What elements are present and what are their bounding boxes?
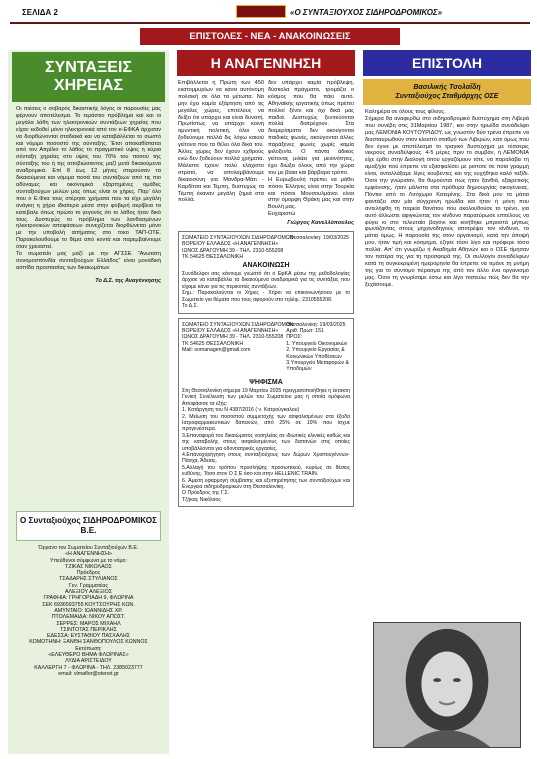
article-body: Οι πιέσεις ο σοβαρός δικαστικής λόγος οι παρουσίες μας φέρνουν αποτέλεσμα. Το τεράστιο πρόβλημα και και οι μεγάλα λάθη των ηλεκτρονικών συντάξεων χηρείας που είχαν εκδοθεί μόνο ηλεκτρονικά από τον e-ΕΦΚΑ άρχισαν να διορθώνονται σταδιακά και να καταβάλλεται το σωστό και νόμιμο ποσοστό της σύνταξης. Έτσι αποκαθίσταται από τον Απρίλιο το λάθος το πραγματικό ύψος η κύρια σύνταξη χηρείας στο ύψος του 70% του ποσού της σύνταξης του ή της αποβιώσαντος μαζί μετά δικαιούμενα αναδρομικά. Επί 8 έως 12 μήνες στερούσαν τα δικαιούμενα και νόμιμα ποσά του συντάξεων από τις πιο αδύναμες και οικονομικά εξαρτημένες ομάδες συνταξιούχων μελών μας όπως είναι οι χήρες. Παρ' όλο που ο Ε.Φκα τους στέρησε χρήματα που τα είχε μεγάλη ανάγκη η χήρα ιδιαίτερα μέσα στην φοβερή ακρίβεια τα κατέβαλε όπως πρώτο το γεγονός ότι το λάθος ήταν δικό τους. Δυστυχώς το πρόβλημα των λανθασμένων ηλεκτρονικών αποφάσεων συνεχίζεται διορθώνεται μόνο με την υποβολή αιτήματος στο τοκο ΤΑΠ-ΟΤΕ. Παρακολουθούμε το θέμα από κοντά και παρεμβαίνουμε όταν χρειαστεί. Το σωματείο μας μαζί με την ΑΓΣΣΕ "Ανωτατη συνομοσπονδία συνταξιούχων Ελλάδος" είναι μοναδική ασπίδα προστασίας των δικαιωμάτων — [16, 106, 161, 271]
announcement-title: ΑΝΑΚΟΙΝΩΣΗ — [242, 261, 290, 269]
portrait-photo-image — [374, 623, 520, 747]
announcement-date: Θεσσαλονίκη: 19/03/2025 — [289, 235, 349, 242]
resolution-header: ΣΩΜΑΤΕΙΟ ΣΥΝΤΑΞΙΟΥΧΩΝ ΣΙΔΗΡΟΔΡΟΜΩΝ ΒΟΡΕΙΟΥ ΕΛΛΑΔΟΣ «Η ΑΝΑΓΕΝΝΗΣΗ» ΙΩΝΟΣ ΔΡΑΓΟΥΜΗ 39 - ΤΗΛ. 2310-555208 ΤΚ 54625 ΘΕΣΣΑΛΟΝΙΚΗ Mail: somanagen@gmail.com — [182, 321, 294, 354]
newspaper-title: «Ο ΣΥΝΤΑΞΙΟΥΧΟΣ ΣΙΔΗΡΟΔΡΟΜΙΚΟΣ» — [290, 8, 443, 17]
resolution-recipients: Θεσσαλονίκη: 19/03/2025 Αριθ. Πρωτ: 151 ΠΡΟΣ: 1. Υπουργείο Οικονομικών 2. Υπουργείο Εργασίας & Κοινωνικών Υποθέσεων 3.Υπουργείο Μεταφορών & Υποδομών — [286, 321, 349, 373]
imprint-body: Όργανο του Σωματείου Συνταξιούχων Β.Ε. «Η ΑΝΑΓΕΝΝΗΣΗ» Υπεύθυνοι σύμφωνα με το νόμο: ΤΖΙΚΑΣ ΝΙΚΟΛΑΟΣ Πρόεδρος ΤΣΑΔΑΡΗΣ ΣΤΥΛΙΑΝΟΣ Γεν. Γραμματέας ΑΛΕΞΙΟΥ ΑΛΕΞΙΟΣ ΓΡΑΦΗΙΑ: ΓΡΗΓΟΡΙΑΔΗ 9, ΦΛΩΡΙΝΑ ΣΕΚ 6936593755 ΚΟΥΤΣΟΥΡΗΣ ΚΩΝ. ΑΜΥΝΤΑΙΟ: ΙΩΑΝΝΙΔΗΣ ΧΡ. ΠΤΟΛΕΜΑΙΔΑ: ΝΙΚΟΥ ΑΠΟΣΤ. ΣΕΡΡΕΣ: ΜΑΡΟΣ ΜΙΧΑΗΛ ΤΣΙΝΤΟΤΑΣ ΠΕΡΙΚΛΗΣ ΕΔΕΣΣΑ: ΕΥΣΤΑΘΙΟΥ ΠΑΣΧΑΛΗΣ ΚΟΜΟΤΗΝΗ: ΞΑΝΘΗ ΣΑΝΘΟΠΟΥΛΟΣ ΚΩΝΝΟΣ Εκτύπωση: «ΕΛΕΥΘΕΡΟ ΒΗΜΑ ΦΛΩΡΙΝΑΣ» ΛΥΔΙΑ ΑΡΙΣΤΕΙΔΟΥ ΚΑΛΛΕΡΓΗ 7 - ΦΛΩΡΙΝΑ - ΤΗΛ. 2385023777 email: vlmaflor@otenet.gr — [29, 545, 148, 677]
column-text — [175, 76, 357, 227]
anagennisi-column — [175, 50, 357, 755]
resolution-title: ΨΗΦΙΣΜΑ — [249, 378, 283, 386]
portrait-photo — [373, 622, 521, 748]
article-signature: Το Δ.Σ. της Αναγέννησης — [95, 277, 161, 284]
imprint-box — [8, 505, 169, 754]
letter-author: Βασιλικής Τσολαΐδη Συνταξιούχος Σταθμάρχης ΟΣΕ — [363, 79, 531, 105]
column-text-2 — [268, 80, 354, 227]
column-text-2-body: δεν υπάρχει καμία πρόβλεψη, δύσκολα πράγματα, τρομάζει ο κόσμος που θα πάει αυτό. Αθηναϊκής εργατικής όπως πρέπει πολλοί ξένοι και όχι δικά μας παιδιά. Δυστυχώς ξενιτεύονται πολλά διατρέχουν. Στα διαμερίσματα δεν ακούγονται παιδικές φωνές, ακούγονται άλλες παράξενες φωνές χωρίς καμία φιλοξενία. Ο πάντα άδικος γείτονας μιλάει για μειονότητες, έχει διώξει όλους από την χώρα του με βίαια και βάρβαρα τρόπο. Η Ευρωβουλή πρέπει να μάθει πόσοι Έλληνες είναι στην Τουρκία και πόσοι Μουσουλμάνοι είναι στην όμορφη Θράκη μας και στην Βουλή μας. Ευχαριστώ — [268, 80, 354, 218]
column-signature: Γιώργος Κανελλόπουλος — [287, 220, 354, 227]
imprint-title: Ο Συνταξιούχος ΣΙΔΗΡΟΔΡΟΜΙΚΟΣ Β.Ε. — [16, 511, 161, 541]
section-banner: ΕΠΙΣΤΟΛΕΣ - ΝΕΑ - ΑΝΑΚΟΙΝΩΣΕΙΣ — [140, 28, 400, 45]
announcement-header: ΣΩΜΑΤΕΙΟ ΣΥΝΤΑΞΙΟΥΧΩΝ ΣΙΔΗΡΟΔΡΟΜΩΝ ΒΟΡΕΙΟΥ ΕΛΛΑΔΟΣ «Η ΑΝΑΓΕΝΝΗΣΗ» ΙΩΝΟΣ ΔΡΑΓΟΥΜΗ 39 - ΤΗΛ. 2310-555208 ΤΚ 54625 ΘΕΣΣΑΛΟΝΙΚΗ — [182, 235, 294, 261]
column-title: Η ΑΝΑΓΕΝΝΗΣΗ — [177, 50, 355, 76]
article-title: ΣΥΝΤΑΞΕΙΣ ΧΗΡΕΙΑΣ — [12, 52, 165, 102]
masthead-logo — [236, 5, 286, 18]
announcement-box — [178, 231, 354, 313]
letter-body: Καλημέρα σε όλους τους φίλους. Σήμερα θα αναφερθώ στο σιδηροδρομικό δυστύχημα στη Λιβερά που συνέβη στις 31Μαρτίου 1987, και στην ηρωίδα συνάδελφο μας ΛΕΜΟΝΙΑ ΚΟΥΤΟΥΡΙΔΟΥ, ως γνωστόν δύο τρένα έπρεπε να διασταυρωθούν στον κλειστό σταθμό των Λιβερών, κάτι όμως που δεν έγινε με αποτέλεσμα το τραγικό δυστύχημα με τέσσερις νεκρούς συναδέλφους. 4-5 μέρες πριν το συμβάν, ή ΛΕΜΟΝΙΑ είχε έρθει στην Διαλογή όπου εργαζόμουν τότε, να παραλάβει τη αμαξ/χία πού έπρεπε να εξασφαλίσει με ριστοτε σε ποια γραμμή είναι, ανταλλάξαμε λίγες κουβέντες και της ευχήθηκα καλό ταξίδι. Όσοι την γνώρισαν, θα θυμούνται πώς ήταν ξανθιά, εξαιρετικής εμφάνισης, ήταν μάλιστα στα πρόθυρα δημιουργίας οικογένειας. Πόντια από το Λιτόχωρο Κατερίνης. Στα δικά μου τα μάτια φαντάζει σαν μία σύγχρονη ηρωίδα και ήταν ή μόνη που αντελήφθη τη παρεία θανάτου που ακολουθούσε το τρένο, για αυτό άλλωστε αφιγκώντας τον κίνδυνο παρατύρωσε επιτέλους να φύγει κι στο τελευταίο βαγόνι και κινήθηκε μπροστά μήπως φωνάζοντας στους μηχανοδηγούς αποτρέψει τον κίνδυνο, τα μάτια όμως. Η παρουσία της στον οργανισμό, κατά την άποψή μου, ήταν τιμή και κόσμημα, έζησε τόσο λίγο και πρόφερε τόσα πολλά. Απ' ότι γνωρίζω ή Ακαδημία Αθηνών και ο ΟΣΕ τίμησαν τον πατέρα της για τη προσφορά της. Οι συλλογοι συναδέλφων κατά τη συγκεκριμένη ημερομηνία θα έπρεπε να τιμάνε τη μνήμη της για το σύντομο πέρασμα της από τον άλλο ένα οργανισμό μας. Όσοι τη γνωρίσαμε έστω και λίγο πιστεύω πώς δεν θα την ξεχάσουμε. — [365, 109, 529, 288]
column-text-1: Επιβάλλεται η Πρώτη των 450 εκατομμυρίων να κάνει αυτόνομη πολιτική σε όλα τα μέτωπα. Να μην έχει καμία εξάρτηση από τις μεγάλες χώρες, επιτέλους να δείξει ότι υπάρχει και είναι δυνατή. Πρωτίστως να υπάρχει κοινή αμυντική πολιτική, όλοι να ξοδεύουμε πολλά δις λόγω κακού γείτονα που τα θέλει όλα δικά του. Άλλες χώρες δεν έχουν εχθρούς ενώ δεν ξοδεύουν πολλά χρήματα. Μάλιστα έχουν πολύ ελάχιστο στρατό, να απολαμβάνουμε δικαιοσύνη για Μάνδρα-Μάτι - Καρδίτσα και Τέμπη, δυστυχώς τα Τέμπη έκαναν μεγάλη ζημιά στα πολλά. — [178, 80, 264, 204]
letter-title: ΕΠΙΣΤΟΛΗ — [363, 50, 531, 76]
page-number: ΣΕΛΙΔΑ 2 — [22, 8, 58, 17]
header-rule — [10, 22, 530, 24]
announcement-body: Συνάδελφοι σας κάνουμε γνωστό ότι ο ΕφΚΑ μέσω της μεθοδολογίας άρχισε να καταβάλλει τα δικαιούμενα αναδρομικά για τις συντάξεις που είχαμε κάνει για τις περικοπές συντάξεων. Σημ.: Παρακαλούνται οι Χήρες - Χήροι να επικοινωνήσουν με το Σωματείο για θέματα που τους αφορούν στο τηλέφ.: 2310555208. Το Δ.Σ. — [182, 271, 350, 310]
resolution-box — [178, 318, 354, 508]
resolution-body: Στη Θεσσαλονίκη σήμερα 19 Μαρτίου 2025 πραγματοποιήθηκε η έκτακτη Γενική Συνέλευση των μελών του Σωματείου μας η οποία ομόφωνα Αποφάσισε τα εξής: 1. Κατάργηση του Ν 4387/2016 ( ν. Κατρούγκαλου) 2. Μείωση του ποσοστού συμμετοχής των ασφαλισμένων στα έξοδα Ιατροφαρμακευτικών δαπανών, από 25% σε 10% που ίσχυε προγενέστερα. 3.Επαναφορά του δικαιώματος νοσηλείας σε ιδιωτικές κλινικές καθώς και της καταβολής στους ασφαλισμένους των δαπανών στις οποίες υποβάλλονται για οδοντιατρικές εργασίες. 4.Επαναχορήγηση στους συνταξιούχους των δώρων Χριστουγέννων-Πάσχα, Άδειας. 5.Αλλαγή του τρόπου προσλήψης προσωπικού, κυρίως σε θέσεις ευθύνης. Τόσο στον Ο Σ Ε όσο και στην HELLENIC TRAIN. 6. Άμεση εφαρμογή σύμβασης και εξυπηρέτησης των συνταξιούχων και Ενεργεια σιδηροδρομικών στη Θεσσαλονίκη. Ο Πρόεδρος της Γ.Σ. Τζήκας Νικόλαος — [182, 387, 350, 503]
